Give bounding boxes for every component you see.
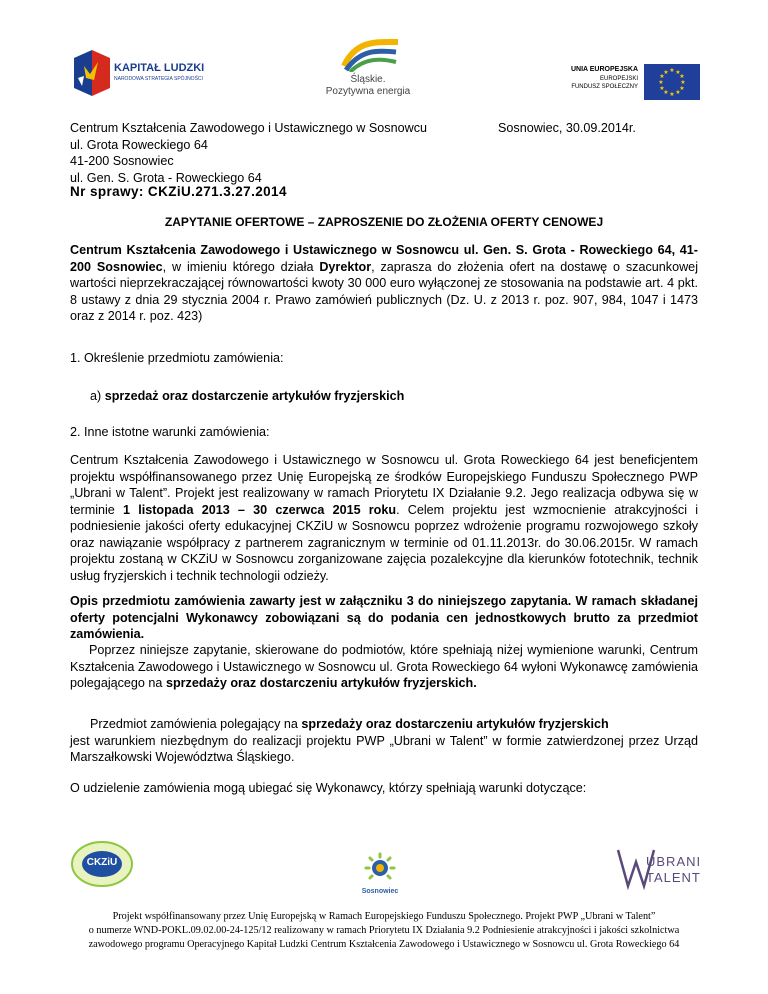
project-dates: 1 listopada 2013 – 30 czerwca 2015 roku	[123, 502, 397, 517]
eu-flag-icon	[644, 64, 700, 100]
contractor-text: Poprzez niniejsze zapytanie, skierowane do podmiotów, które spełniają niżej wymienione warunki, Centrum Kształcenia Zawodowego i Ustawicznego w Sosnowcu ul. Grota Roweckiego 64 wyłoni Wykonawcę zamówienia polegającego na	[70, 643, 698, 690]
svg-text:★: ★	[679, 73, 685, 80]
ckziu-logo	[70, 840, 134, 888]
svg-text:★: ★	[669, 91, 675, 98]
sosnowiec-label: Sosnowiec	[361, 888, 399, 895]
ue-line2: EUROPEJSKI	[599, 76, 638, 82]
section-2-heading: 2. Inne istotne warunki zamówienia:	[70, 425, 270, 439]
talent-line-2: TALENT	[646, 870, 701, 885]
kapital-ludzki-logo	[72, 48, 212, 100]
item-a	[90, 388, 404, 405]
place-date: Sosnowiec, 30.09.2014r.	[498, 121, 636, 135]
kapital-ludzki-title: KAPITAŁ LUDZKI	[114, 62, 205, 74]
project-paragraph	[70, 452, 698, 584]
sender-city: 41-200 Sosnowiec	[70, 154, 174, 168]
ue-line1: UNIA EUROPEJSKA	[570, 66, 638, 73]
conditions-intro: O udzielenie zamówienia mogą ubiegać się Wykonawcy, którzy spełniają warunki dotyczące:	[70, 781, 587, 795]
kapital-ludzki-subtitle: NARODOWA STRATEGIA SPÓJNOŚCI	[114, 76, 203, 82]
footer-line-1: Projekt współfinansowany przez Unię Europejską w Ramach Europejskiego Funduszu Społecznego. Projekt PWP „Ubrani w Talent”	[112, 911, 656, 922]
project-text-2: . Celem projektu jest wzmocnienie atrakcyjności i podniesienie jakości oferty edukacyjnej CKZiU w Sosnowcu poprzez wdrożenie programu rozwojowego szkoły oraz nawiązanie współpracy z partnerem zagranicznym w terminie od 01.11.2013r. do 30.06.2015r. W ramach projektu zostaną w CKZiU w Sosnowcu zorganizowane zajęcia pozalekcyjne dla kierunków fototechnik, technik usług fryzjerskich i technik technologii odzieży.	[70, 502, 698, 583]
sender-address-1: ul. Grota Roweckiego 64	[70, 137, 208, 152]
ckziu-label: CKZiU	[86, 857, 118, 868]
case-number: Nr sprawy: CKZiU.271.3.27.2014	[70, 184, 287, 199]
section-1-heading: 1. Określenie przedmiotu zamówienia:	[70, 351, 284, 365]
slaskie-tagline: Pozytywna energia	[325, 86, 411, 97]
svg-text:★: ★	[658, 79, 664, 86]
item-a-text: sprzedaż oraz dostarczenie artykułów fryzjerskich	[104, 389, 405, 403]
sender-name: Centrum Kształcenia Zawodowego i Ustawicznego w Sosnowcu	[70, 121, 427, 135]
intro-paragraph	[70, 242, 698, 325]
svg-text:★: ★	[669, 67, 675, 74]
svg-text:★: ★	[675, 69, 681, 76]
footer-line-3: zawodowego programu Operacyjnego Kapitał Ludzki Centrum Kształcenia Zawodowego i Ustawicznego w Sosnowcu ul. Grota Roweckiego 64	[88, 939, 680, 950]
sender-address-2: ul. Gen. S. Grota - Roweckiego 64	[70, 170, 262, 185]
sosnowiec-logo	[350, 852, 410, 900]
subject-bold: sprzedaży oraz dostarczeniu artykułów fryzjerskich	[301, 717, 609, 731]
svg-text:★: ★	[659, 73, 665, 80]
contractor-subject: sprzedaży oraz dostarczeniu artykułów fryzjerskich.	[165, 676, 477, 690]
project-text-1: Centrum Kształcenia Zawodowego i Ustawicznego w Sosnowcu ul. Grota Roweckiego 64 jest beneficjentem projektu współfinansowanego przez Unię Europejską ze środków Europejskiego Funduszu Społecznego PWP „Ubrani w Talent”. Projekt jest realizowany w ramach Priorytetu IX Działanie 9.2. Jego realizacja odbywa się w terminie	[70, 453, 698, 517]
slaskie-logo	[318, 36, 418, 104]
intro-text-2: , zaprasza do złożenia ofert na dostawę o szacunkowej wartości nieprzekraczającej równowartości kwoty 30 000 euro wyłączonej ze stosowania na podstawie art. 4 pkt. 8 ustawy z dnia 29 stycznia 2004 r. Prawo zamówień publicznych (Dz. U. z 2013 r. poz. 907, 984, 1047 i 1473 oraz z 2014 r. poz. 423)	[70, 259, 698, 323]
ubrani-w-talent-logo	[616, 846, 700, 890]
slaskie-wave-icon	[336, 36, 406, 72]
footer-line-2: o numerze WND-POKL.09.02.00-24-125/12 realizowany w ramach Priorytetu IX Działania 9.2 Podniesienie atrakcyjności i jakości szkolnictwa	[88, 925, 680, 936]
document-title: ZAPYTANIE OFERTOWE – ZAPROSZENIE DO ZŁOŻENIA OFERTY CENOWEJ	[164, 215, 604, 229]
ue-efs-logo	[540, 64, 700, 100]
subject-text: Przedmiot zamówienia polegający na	[90, 717, 302, 731]
sosnowiec-sun-icon	[360, 852, 400, 886]
intro-director: Dyrektor	[319, 259, 372, 274]
ue-line3: FUNDUSZ SPOŁECZNY	[571, 84, 638, 90]
svg-text:★: ★	[659, 85, 665, 92]
attachment-paragraph: Opis przedmiotu zamówienia zawarty jest w załączniku 3 do niniejszego zapytania. W ramach składanej oferty potencjalni Wykonawcy zobowiązani są do podania cen jednostkowych brutto za przedmiot zamówienia.	[70, 594, 698, 641]
kapital-ludzki-emblem-icon	[72, 48, 112, 98]
item-a-prefix: a)	[90, 389, 105, 403]
intro-text-1: , w imieniu którego działa	[162, 259, 320, 274]
svg-text:★: ★	[675, 89, 681, 96]
svg-text:★: ★	[663, 89, 669, 96]
footer	[40, 910, 728, 952]
talent-line-1: UBRANI	[646, 854, 702, 869]
svg-text:★: ★	[663, 69, 669, 76]
contractor-selection-paragraph	[70, 642, 698, 692]
intro-institution: Centrum Kształcenia Zawodowego i Ustawicznego w Sosnowcu ul. Gen. S. Grota - Roweckiego 64, 41-200 Sosnowiec	[70, 243, 698, 274]
subject-intro-line	[90, 716, 609, 733]
svg-text:★: ★	[679, 85, 685, 92]
subject-paragraph: jest warunkiem niezbędnym do realizacji projektu PWP „Ubrani w Talent” w formie zatwierdzonej przez Urząd Marszałkowski Województwa Śląskiego.	[70, 733, 698, 764]
slaskie-name: Śląskie.	[350, 74, 386, 85]
svg-text:★: ★	[680, 79, 686, 86]
